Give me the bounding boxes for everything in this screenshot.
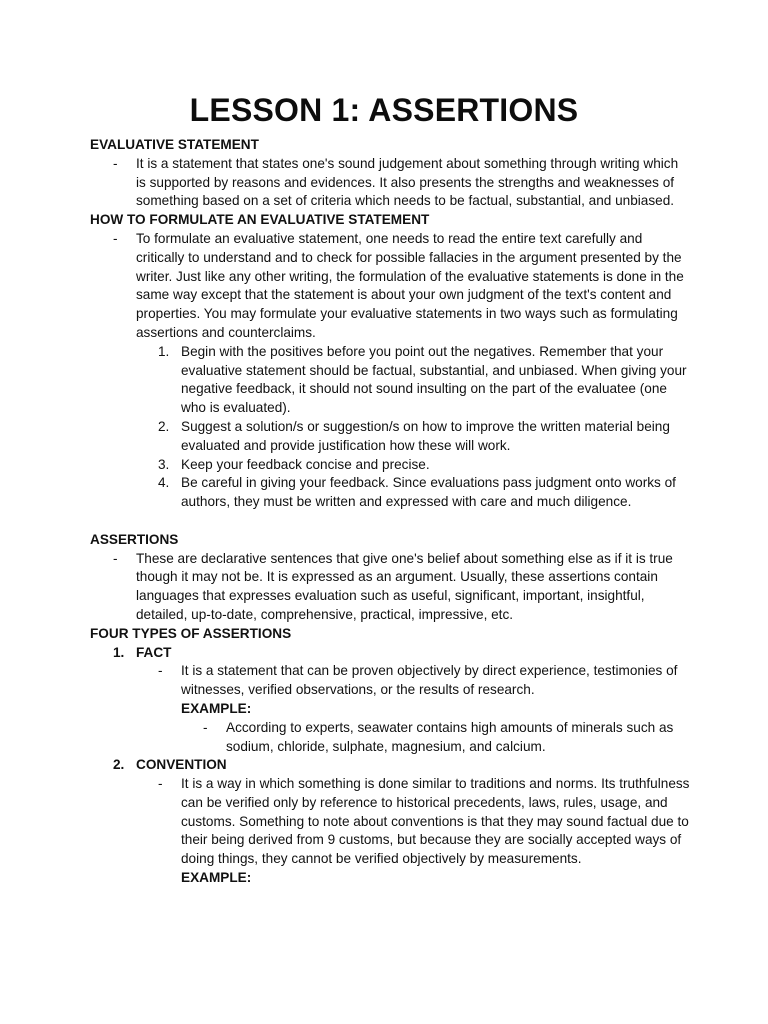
list-item	[90, 775, 690, 869]
blank-line	[90, 512, 690, 531]
bullet-text: It is a statement that can be proven objectively by direct experience, testimonies of witnesses, verified observations, or the results of research.	[181, 663, 678, 698]
step-number: 1.	[158, 343, 170, 359]
section-heading-four-types: FOUR TYPES OF ASSERTIONS	[90, 625, 292, 641]
page-title: LESSON 1: ASSERTIONS	[189, 92, 579, 128]
assertion-type-convention	[90, 756, 690, 775]
section-heading-assertions: ASSERTIONS	[90, 531, 179, 547]
step-number: 2.	[158, 418, 170, 434]
step-text: Begin with the positives before you point out the negatives. Remember that your evaluative statement should be factual, substantial, and unbiased. When giving your negative feedback, it should not sound insulting on the part of the evaluatee (one who is evaluated).	[181, 343, 687, 416]
bullet-text: These are declarative sentences that give one's belief about something else as if it is true though it may not be. It is expressed as an argument. Usually, these assertions contain languages that expresses evaluation such as useful, significant, important, insightful, detailed, up-to-date, comprehensive, practical, impressive, etc.	[136, 550, 673, 622]
step-text: Be careful in giving your feedback. Since evaluations pass judgment onto works of authors, they must be written and expressed with care and much diligence.	[181, 475, 676, 510]
dash-bullet: -	[203, 719, 208, 735]
step-text: Keep your feedback concise and precise.	[181, 456, 430, 472]
assertion-type-fact	[90, 644, 690, 663]
numbered-step	[90, 456, 690, 475]
type-number: 2.	[113, 757, 125, 773]
list-item	[90, 155, 690, 211]
list-item	[90, 230, 690, 343]
step-text: Suggest a solution/s or suggestion/s on how to improve the written material being evaluated and provide justification how these will work.	[181, 418, 670, 453]
dash-bullet: -	[113, 230, 118, 246]
example-text: According to experts, seawater contains high amounts of minerals such as sodium, chloride, sulphate, magnesium, and calcium.	[226, 719, 674, 754]
section-heading-evaluative-statement: EVALUATIVE STATEMENT	[90, 137, 259, 152]
dash-bullet: -	[158, 663, 163, 679]
numbered-step	[90, 474, 690, 512]
dash-bullet: -	[113, 550, 118, 566]
step-number: 4.	[158, 475, 170, 491]
dash-bullet: -	[113, 155, 118, 171]
bullet-text: It is a statement that states one's sound judgement about something through writing which is supported by reasons and evidences. It also presents the strengths and weaknesses of something based on a set of criteria which needs to be factual, substantial, and unbiased.	[136, 155, 679, 209]
type-label: CONVENTION	[136, 757, 227, 773]
list-item	[90, 550, 690, 625]
example-label: EXAMPLE:	[181, 700, 252, 716]
bullet-text: It is a way in which something is done similar to traditions and norms. Its truthfulness can be verified only by reference to historical precedents, laws, rules, usage, and customs. Something to note about conventions is that they may sound factual due to their being derived from 9 customs, but because they are socially accepted ways of doing things, they cannot be verified objectively by measurements.	[181, 776, 690, 867]
step-number: 3.	[158, 456, 170, 472]
dash-bullet: -	[158, 776, 163, 792]
bullet-text: To formulate an evaluative statement, one needs to read the entire text carefully and critically to understand and to check for possible fallacies in the argument presented by the writer. Just like any other writing, the formulation of the evaluative statements is done in the same way except that the statement is about your own judgment of the text's content and properties. You may formulate your evaluative statements in two ways such as formulating assertions and counterclaims.	[136, 230, 684, 340]
list-item	[90, 719, 690, 757]
section-heading-how-to-formulate: HOW TO FORMULATE AN EVALUATIVE STATEMENT	[90, 212, 430, 228]
numbered-step	[90, 418, 690, 456]
type-number: 1.	[113, 644, 125, 660]
list-item	[90, 662, 690, 700]
document-body	[90, 136, 690, 888]
type-label: FACT	[136, 644, 172, 660]
numbered-step	[90, 343, 690, 418]
example-label: EXAMPLE:	[181, 870, 252, 886]
